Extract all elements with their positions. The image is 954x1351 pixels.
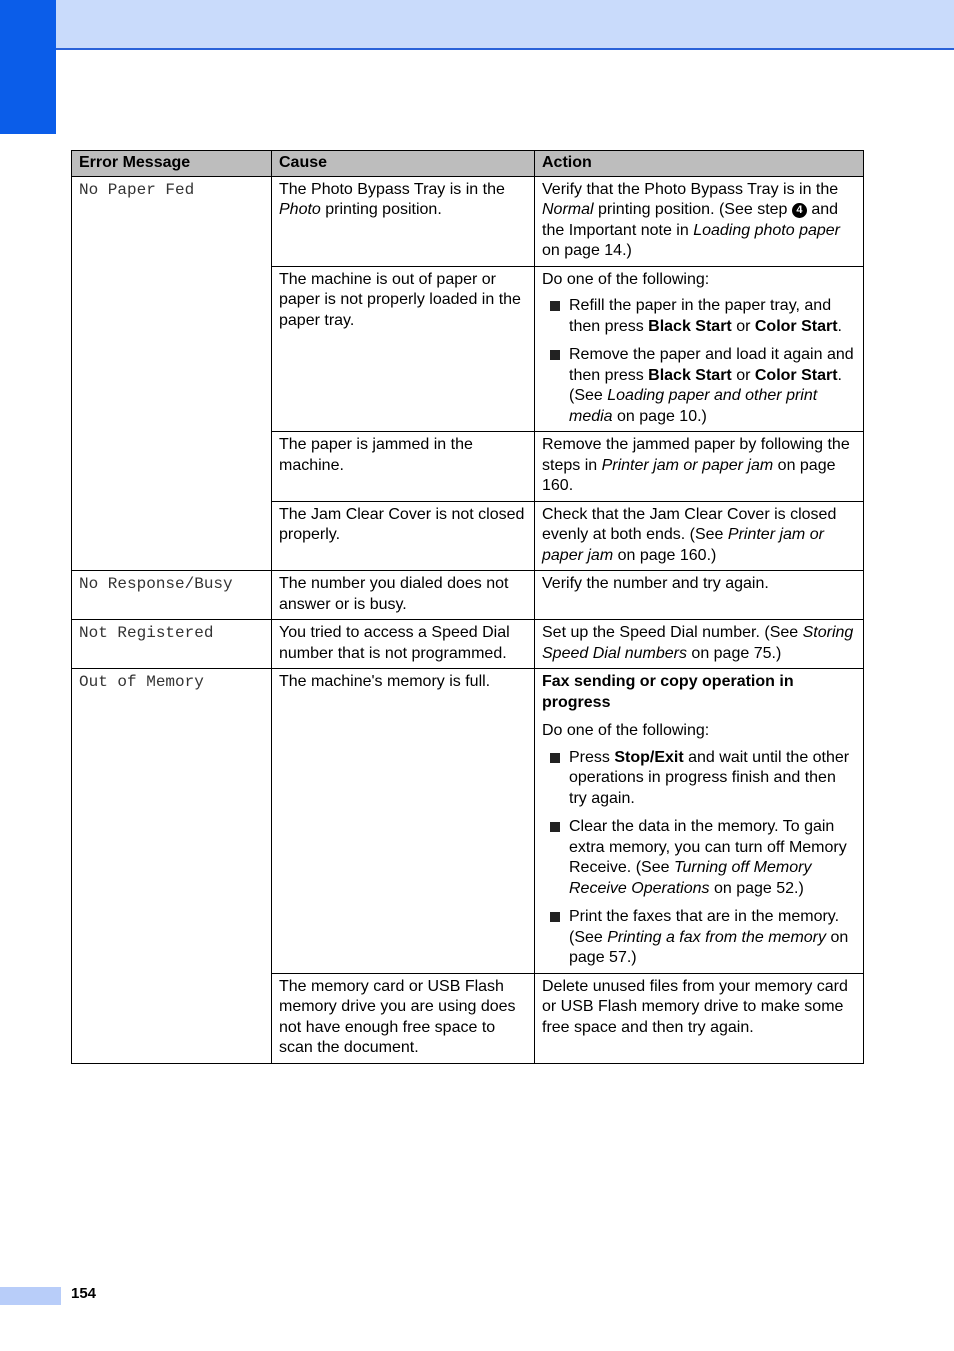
error-out-of-memory: Out of Memory [72,669,272,1064]
cause-cell: The Photo Bypass Tray is in the Photo printing position. [272,176,535,266]
error-no-response-busy: No Response/Busy [72,571,272,620]
list-item: Remove the paper and load it again and then press Black Start or Color Start. (See Loading paper and other print media on page 10.) [542,345,856,427]
cause-cell: The Jam Clear Cover is not closed properly. [272,501,535,571]
error-no-paper-fed: No Paper Fed [72,176,272,571]
cause-cell: The paper is jammed in the machine. [272,432,535,502]
chapter-tab [0,0,56,134]
action-cell: Delete unused files from your memory card or USB Flash memory drive to make some free space and then try again. [535,973,864,1063]
action-list [542,748,856,969]
list-item: Refill the paper in the paper tray, and then press Black Start or Color Start. [542,296,856,337]
cause-cell: You tried to access a Speed Dial number that is not programmed. [272,620,535,669]
error-table [71,150,864,1064]
page-number-tab [0,1287,61,1305]
step-number-badge: 4 [792,203,807,218]
header-error-message: Error Message [72,151,272,177]
action-list [542,296,856,427]
table-row [72,176,864,266]
table-row [72,620,864,669]
action-cell: Verify that the Photo Bypass Tray is in the Normal printing position. (See step 4 and the Important note in Loading photo paper on page 14.) [535,176,864,266]
action-heading: Fax sending or copy operation in progress [542,673,794,711]
header-band [56,0,954,50]
list-item: Clear the data in the memory. To gain extra memory, you can turn off Memory Receive. (See Turning off Memory Receive Operations on page 52.) [542,817,856,899]
action-cell: Remove the jammed paper by following the steps in Printer jam or paper jam on page 160. [535,432,864,502]
list-item: Press Stop/Exit and wait until the other operations in progress finish and then try again. [542,748,856,810]
list-item: Print the faxes that are in the memory. (See Printing a fax from the memory on page 57.) [542,907,856,969]
action-cell: Set up the Speed Dial number. (See Storing Speed Dial numbers on page 75.) [535,620,864,669]
action-cell: Do one of the following: Refill the paper in the paper tray, and then press Black Start or Color Start. Remove the paper and load it again and then press Black Start or Color Start. (See Loading paper and other print media on page 10.) [535,266,864,432]
action-cell: Verify the number and try again. [535,571,864,620]
error-not-registered: Not Registered [72,620,272,669]
cause-cell: The number you dialed does not answer or is busy. [272,571,535,620]
action-cell: Fax sending or copy operation in progress Do one of the following: Press Stop/Exit and wait until the other operations in progress finish and then try again. Clear the data in the memory. To gain extra memory, you can turn off Memory Receive. (See Turning off Memory Receive Operations on page 52.) Print the faxes that are in the memory. (See Printing a fax from the memory on page 57.) [535,669,864,974]
table-row [72,669,864,974]
header-action: Action [535,151,864,177]
table-header-row [72,151,864,177]
action-cell: Check that the Jam Clear Cover is closed evenly at both ends. (See Printer jam or paper jam on page 160.) [535,501,864,571]
table-row [72,571,864,620]
cause-cell: The memory card or USB Flash memory drive you are using does not have enough free space to scan the document. [272,973,535,1063]
page-number: 154 [71,1285,97,1302]
cause-cell: The machine is out of paper or paper is not properly loaded in the paper tray. [272,266,535,432]
cause-cell: The machine's memory is full. [272,669,535,974]
header-cause: Cause [272,151,535,177]
